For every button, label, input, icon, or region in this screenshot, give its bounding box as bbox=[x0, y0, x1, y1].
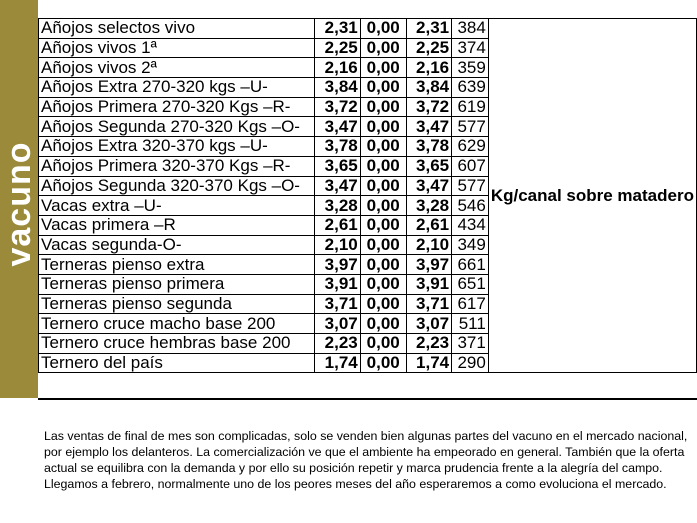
price-current: 3,91 bbox=[406, 274, 451, 294]
price-current: 2,61 bbox=[406, 215, 451, 235]
market-commentary: Las ventas de final de mes son complicadas, solo se venden bien algunas partes del vacuno en el mercado nacional, por ejemplo los delanteros. La comercialización ve que el ambiente ha empeorado en general. También que la oferta actual se equilibra con la demanda y por ello su posición repetir y marca prudencia frente a la alegría del campo. Llegamos a febrero, normalmente uno de los peores meses del año esperaremos a como evoluciona el mercado. bbox=[44, 429, 688, 491]
product-name: Terneras pienso extra bbox=[39, 255, 315, 275]
product-name: Añojos Segunda 270-320 Kgs –O- bbox=[39, 117, 315, 137]
top-border bbox=[0, 0, 697, 19]
price-per-head: 577 bbox=[452, 176, 489, 196]
price-change: 0,00 bbox=[360, 58, 406, 78]
price-previous: 3,72 bbox=[314, 97, 360, 117]
price-change: 0,00 bbox=[360, 294, 406, 314]
price-previous: 3,97 bbox=[314, 255, 360, 275]
price-current: 2,25 bbox=[406, 38, 451, 58]
price-current: 3,65 bbox=[406, 156, 451, 176]
product-name: Añojos vivos 1ª bbox=[39, 38, 315, 58]
price-change: 0,00 bbox=[360, 196, 406, 216]
table-row bbox=[39, 19, 697, 39]
price-previous: 2,23 bbox=[314, 334, 360, 354]
price-current: 3,07 bbox=[406, 314, 451, 334]
price-current: 3,84 bbox=[406, 78, 451, 98]
price-change: 0,00 bbox=[360, 235, 406, 255]
price-change: 0,00 bbox=[360, 274, 406, 294]
price-current: 2,16 bbox=[406, 58, 451, 78]
price-previous: 1,74 bbox=[314, 353, 360, 373]
product-name: Ternero cruce macho base 200 bbox=[39, 314, 315, 334]
price-previous: 2,10 bbox=[314, 235, 360, 255]
price-per-head: 651 bbox=[452, 274, 489, 294]
product-name: Vacas segunda-O- bbox=[39, 235, 315, 255]
price-previous: 3,47 bbox=[314, 117, 360, 137]
price-change: 0,00 bbox=[360, 19, 406, 39]
price-per-head: 639 bbox=[452, 78, 489, 98]
price-previous: 3,47 bbox=[314, 176, 360, 196]
product-name: Añojos Primera 270-320 Kgs –R- bbox=[39, 97, 315, 117]
price-per-head: 607 bbox=[452, 156, 489, 176]
product-name: Añojos Extra 270-320 kgs –U- bbox=[39, 78, 315, 98]
price-per-head: 511 bbox=[452, 314, 489, 334]
price-change: 0,00 bbox=[360, 255, 406, 275]
price-table bbox=[38, 18, 697, 373]
price-per-head: 617 bbox=[452, 294, 489, 314]
price-previous: 3,71 bbox=[314, 294, 360, 314]
price-change: 0,00 bbox=[360, 137, 406, 157]
price-current: 1,74 bbox=[406, 353, 451, 373]
price-change: 0,00 bbox=[360, 78, 406, 98]
price-change: 0,00 bbox=[360, 215, 406, 235]
price-per-head: 619 bbox=[452, 97, 489, 117]
price-change: 0,00 bbox=[360, 334, 406, 354]
price-per-head: 577 bbox=[452, 117, 489, 137]
price-per-head: 359 bbox=[452, 58, 489, 78]
product-name: Ternero del país bbox=[39, 353, 315, 373]
price-previous: 2,31 bbox=[314, 19, 360, 39]
price-per-head: 384 bbox=[452, 19, 489, 39]
price-current: 3,71 bbox=[406, 294, 451, 314]
category-label: vacuno bbox=[0, 141, 38, 267]
price-change: 0,00 bbox=[360, 176, 406, 196]
price-current: 2,23 bbox=[406, 334, 451, 354]
price-per-head: 371 bbox=[452, 334, 489, 354]
price-current: 3,47 bbox=[406, 117, 451, 137]
price-previous: 3,07 bbox=[314, 314, 360, 334]
price-change: 0,00 bbox=[360, 353, 406, 373]
price-previous: 3,91 bbox=[314, 274, 360, 294]
price-change: 0,00 bbox=[360, 97, 406, 117]
price-current: 3,78 bbox=[406, 137, 451, 157]
price-change: 0,00 bbox=[360, 156, 406, 176]
price-previous: 3,28 bbox=[314, 196, 360, 216]
product-name: Terneras pienso primera bbox=[39, 274, 315, 294]
price-per-head: 546 bbox=[452, 196, 489, 216]
price-previous: 3,84 bbox=[314, 78, 360, 98]
price-previous: 3,65 bbox=[314, 156, 360, 176]
unit-label: Kg/canal sobre matadero bbox=[488, 19, 696, 373]
price-per-head: 349 bbox=[452, 235, 489, 255]
price-per-head: 661 bbox=[452, 255, 489, 275]
price-change: 0,00 bbox=[360, 117, 406, 137]
price-previous: 2,16 bbox=[314, 58, 360, 78]
product-name: Añojos Segunda 320-370 Kgs –O- bbox=[39, 176, 315, 196]
product-name: Terneras pienso segunda bbox=[39, 294, 315, 314]
product-name: Ternero cruce hembras base 200 bbox=[39, 334, 315, 354]
price-previous: 2,25 bbox=[314, 38, 360, 58]
price-per-head: 374 bbox=[452, 38, 489, 58]
price-per-head: 629 bbox=[452, 137, 489, 157]
price-current: 3,47 bbox=[406, 176, 451, 196]
price-change: 0,00 bbox=[360, 314, 406, 334]
product-name: Añojos vivos 2ª bbox=[39, 58, 315, 78]
price-previous: 3,78 bbox=[314, 137, 360, 157]
price-per-head: 434 bbox=[452, 215, 489, 235]
product-name: Vacas primera –R bbox=[39, 215, 315, 235]
price-current: 3,72 bbox=[406, 97, 451, 117]
price-current: 2,10 bbox=[406, 235, 451, 255]
price-current: 3,28 bbox=[406, 196, 451, 216]
product-name: Añojos selectos vivo bbox=[39, 19, 315, 39]
product-name: Añojos Extra 320-370 kgs –U- bbox=[39, 137, 315, 157]
price-current: 2,31 bbox=[406, 19, 451, 39]
product-name: Vacas extra –U- bbox=[39, 196, 315, 216]
category-sidebar bbox=[0, 0, 38, 398]
price-change: 0,00 bbox=[360, 38, 406, 58]
price-current: 3,97 bbox=[406, 255, 451, 275]
price-per-head: 290 bbox=[452, 353, 489, 373]
product-name: Añojos Primera 320-370 Kgs –R- bbox=[39, 156, 315, 176]
price-previous: 2,61 bbox=[314, 215, 360, 235]
table-bottom-rule bbox=[38, 398, 697, 400]
